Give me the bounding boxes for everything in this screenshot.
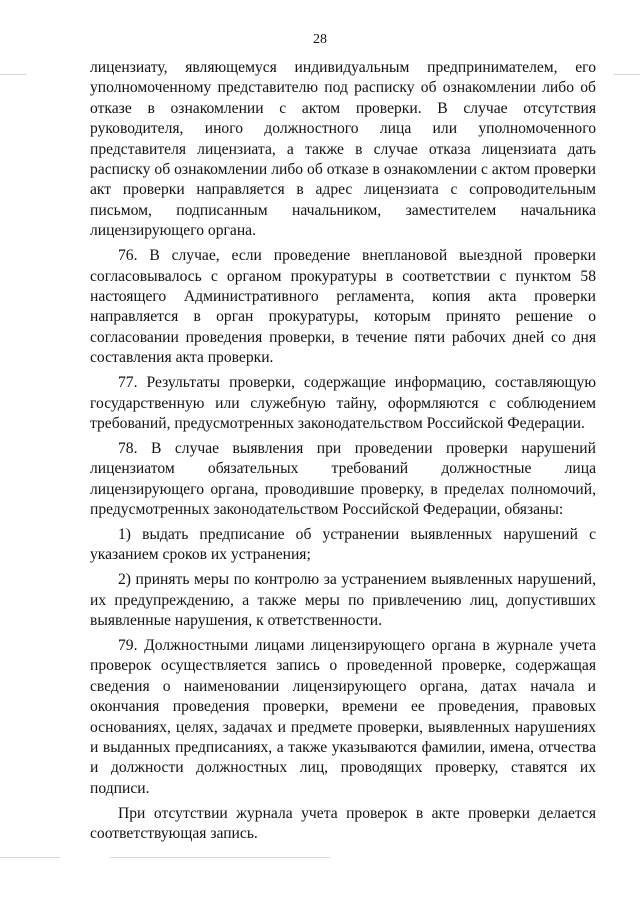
paragraph-journal-note: При отсутствии журнала учета проверок в акте проверки делается соответствующая запись. <box>90 804 596 843</box>
paragraph-79: 79. Должностными лицами лицензирующего органа в журнале учета проверок осуществляется запись о проведенной проверке, содержащая сведения о наименовании лицензирующего органа, датах начала и окончания проведения проверки, времени ее проведения, правовых основаниях, целях, задачах и предмете проверки, выявленных нарушениях и выданных предписаниях, а также указываются фамилии, имена, отчества и должности должностных лиц, проводящих проверку, ставятся их подписи. <box>90 636 596 797</box>
paragraph-78: 78. В случае выявления при проведении проверки нарушений лицензиатом обязательных требований должностные лица лицензирующего органа, проводившие проверку, в пределах полномочий, предусмотренных законодательством Российской Федерации, обязаны: <box>90 439 596 519</box>
page-number: 28 <box>313 32 327 47</box>
paragraph-77: 77. Результаты проверки, содержащие информацию, составляющую государственную или служебную тайну, оформляются с соблюдением требований, предусмотренных законодательством Российской Федерации. <box>90 374 596 432</box>
list-item-2: 2) принять меры по контролю за устранением выявленных нарушений, их предупреждению, а также меры по привлечению лиц, допустивших выявленные нарушения, к ответственности. <box>90 571 596 630</box>
scan-artifact-top-left <box>0 74 26 75</box>
scan-artifact-top-right <box>614 74 640 75</box>
paragraph-76: 76. В случае, если проведение внеплановой выездной проверки согласовывалось с органом прокуратуры в соответствии с пунктом 58 настоящего Административного регламента, копия акта проверки направляется в орган прокуратуры, которым принято решение о согласовании проведения проверки, в течение пяти рабочих дней со дня составления акта проверки. <box>90 247 596 367</box>
document-body <box>90 58 596 845</box>
list-item-1: 1) выдать предписание об устранении выявленных нарушений с указанием сроков их устранения; <box>90 525 596 564</box>
paragraph-continuation: лицензиату, являющемуся индивидуальным предпринимателем, его уполномоченному представителю под расписку об ознакомлении либо об отказе в ознакомлении с актом проверки. В случае отсутствия руководителя, иного должностного лица или уполномоченного представителя лицензиата, а также в случае отказа лицензиата дать расписку об ознакомлении либо об отказе в ознакомлении с актом проверки акт проверки направляется в адрес лицензиата с сопроводительным письмом, подписанным начальником, заместителем начальника лицензирующего органа. <box>90 59 596 240</box>
scan-artifact-bottom-left <box>0 857 60 858</box>
scan-artifact-bottom-middle <box>110 857 330 858</box>
